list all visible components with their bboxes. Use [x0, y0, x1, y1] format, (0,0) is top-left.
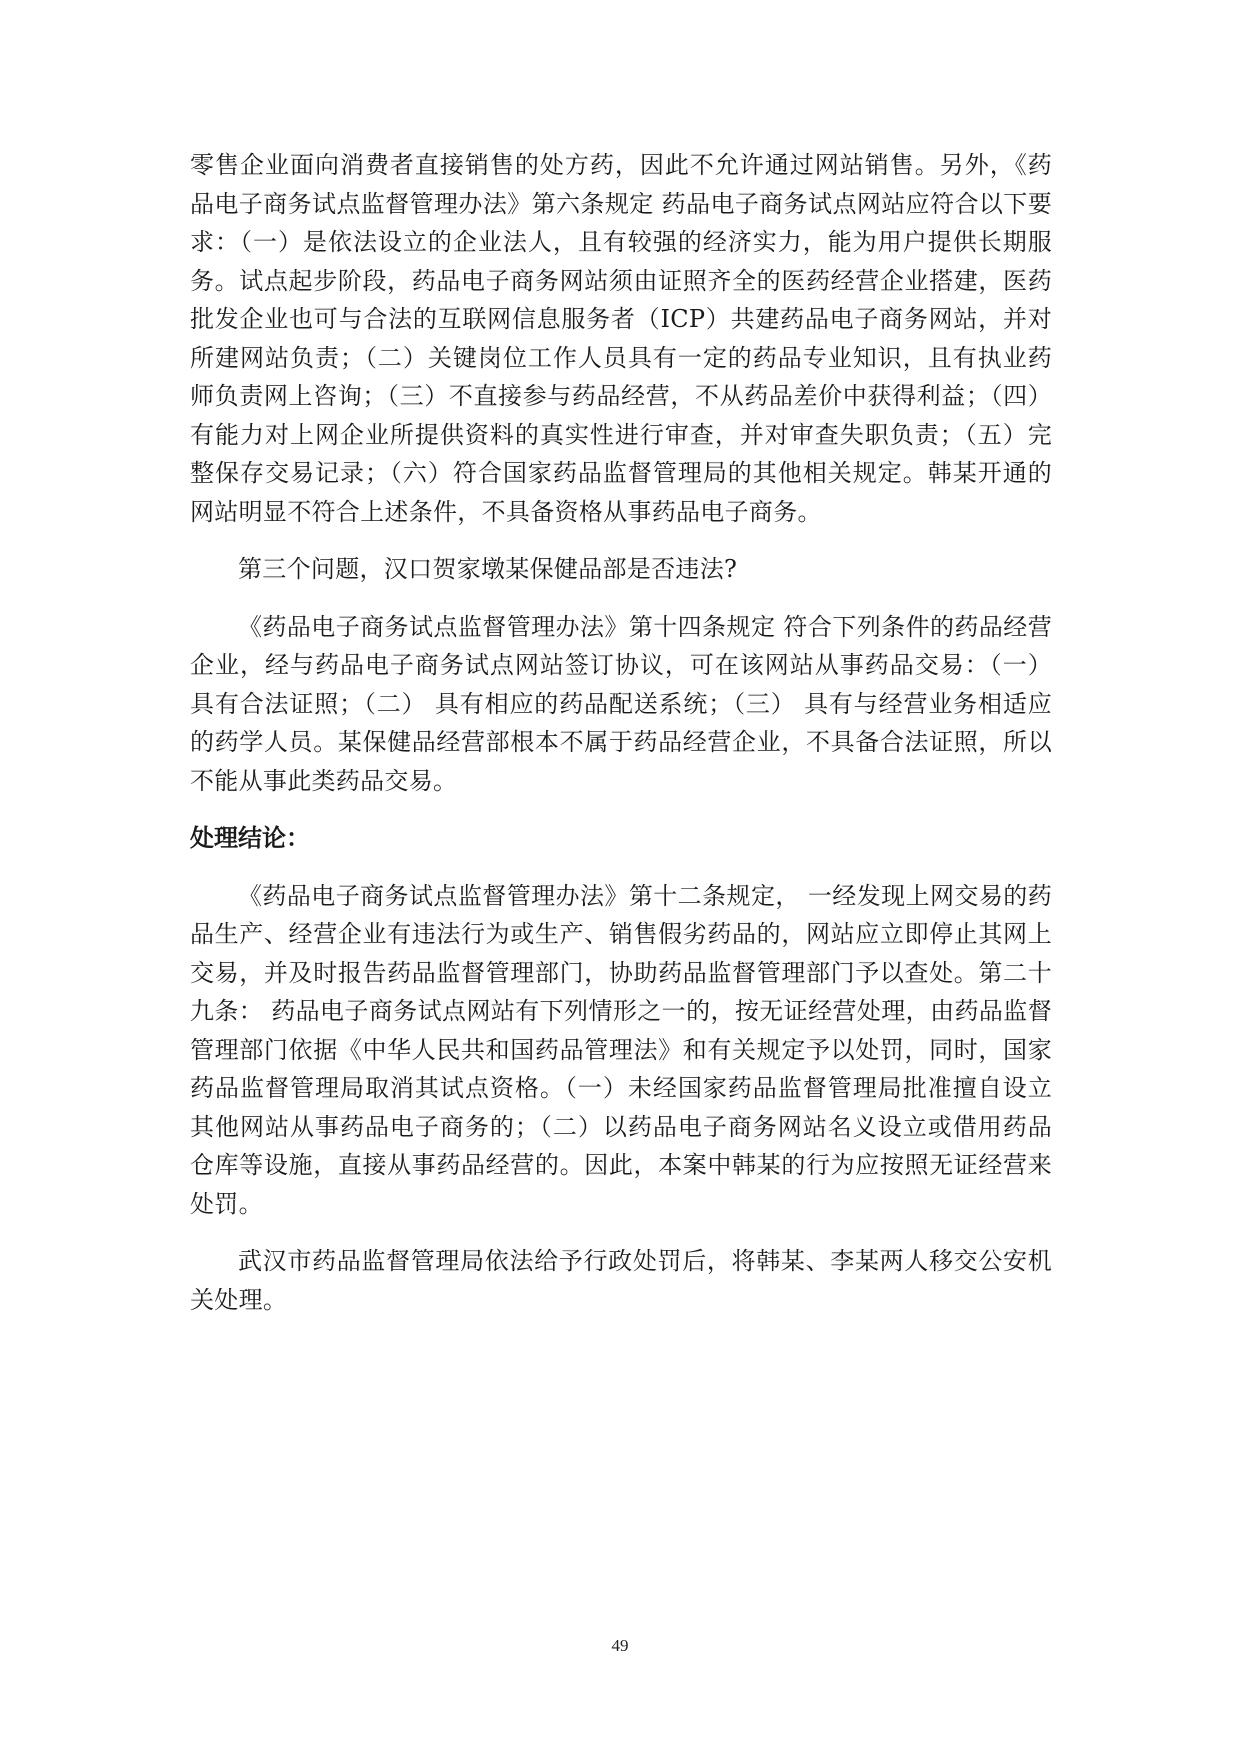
document-body	[190, 146, 1052, 1319]
paragraph-question-three: 第三个问题，汉口贺家墩某保健品部是否违法?	[238, 555, 738, 583]
page-number: 49	[611, 1636, 629, 1655]
paragraph-article-fourteen: 《药品电子商务试点监督管理办法》第十四条规定 符合下列条件的药品经营企业，经与药品电子商务试点网站签订协议，可在该网站从事药品交易：（一）具有合法证照；（二） 具有相应的药品配送系统；（三） 具有与经营业务相适应的药学人员。某保健品经营部根本不属于药品经营企业，不具备合法证照，所以不能从事此类药品交易。	[190, 612, 1052, 795]
paragraph-continuation: 零售企业面向消费者直接销售的处方药，因此不允许通过网站销售。另外，《药品电子商务试点监督管理办法》第六条规定 药品电子商务试点网站应符合以下要求：（一）是依法设立的企业法人，且有较强的经济实力，能为用户提供长期服务。试点起步阶段，药品电子商务网站须由证照齐全的医药经营企业搭建，医药批发企业也可与合法的互联网信息服务者（ICP）共建药品电子商务网站，并对所建网站负责；（二）关键岗位工作人员具有一定的药品专业知识，且有执业药师负责网上咨询；（三）不直接参与药品经营，不从药品差价中获得利益；（四）有能力对上网企业所提供资料的真实性进行审查，并对审查失职负责；（五）完整保存交易记录；（六）符合国家药品监督管理局的其他相关规定。韩某开通的网站明显不符合上述条件，不具备资格从事药品电子商务。	[190, 151, 1052, 526]
paragraph-conclusion-articles: 《药品电子商务试点监督管理办法》第十二条规定， 一经发现上网交易的药品生产、经营企业有违法行为或生产、销售假劣药品的，网站应立即停止其网上交易，并及时报告药品监督管理部门，协助药品监督管理部门予以查处。第二十九条： 药品电子商务试点网站有下列情形之一的，按无证经营处理，由药品监督管理部门依据《中华人民共和国药品管理法》和有关规定予以处罚，同时，国家药品监督管理局取消其试点资格。（一）未经国家药品监督管理局批准擅自设立其他网站从事药品电子商务的；（二）以药品电子商务网站名义设立或借用药品仓库等设施，直接从事药品经营的。因此，本案中韩某的行为应按照无证经营来处罚。	[190, 881, 1052, 1218]
conclusion-heading: 处理结论：	[190, 824, 310, 852]
paragraph-conclusion-outcome: 武汉市药品监督管理局依法给予行政处罚后，将韩某、李某两人移交公安机关处理。	[190, 1247, 1052, 1314]
